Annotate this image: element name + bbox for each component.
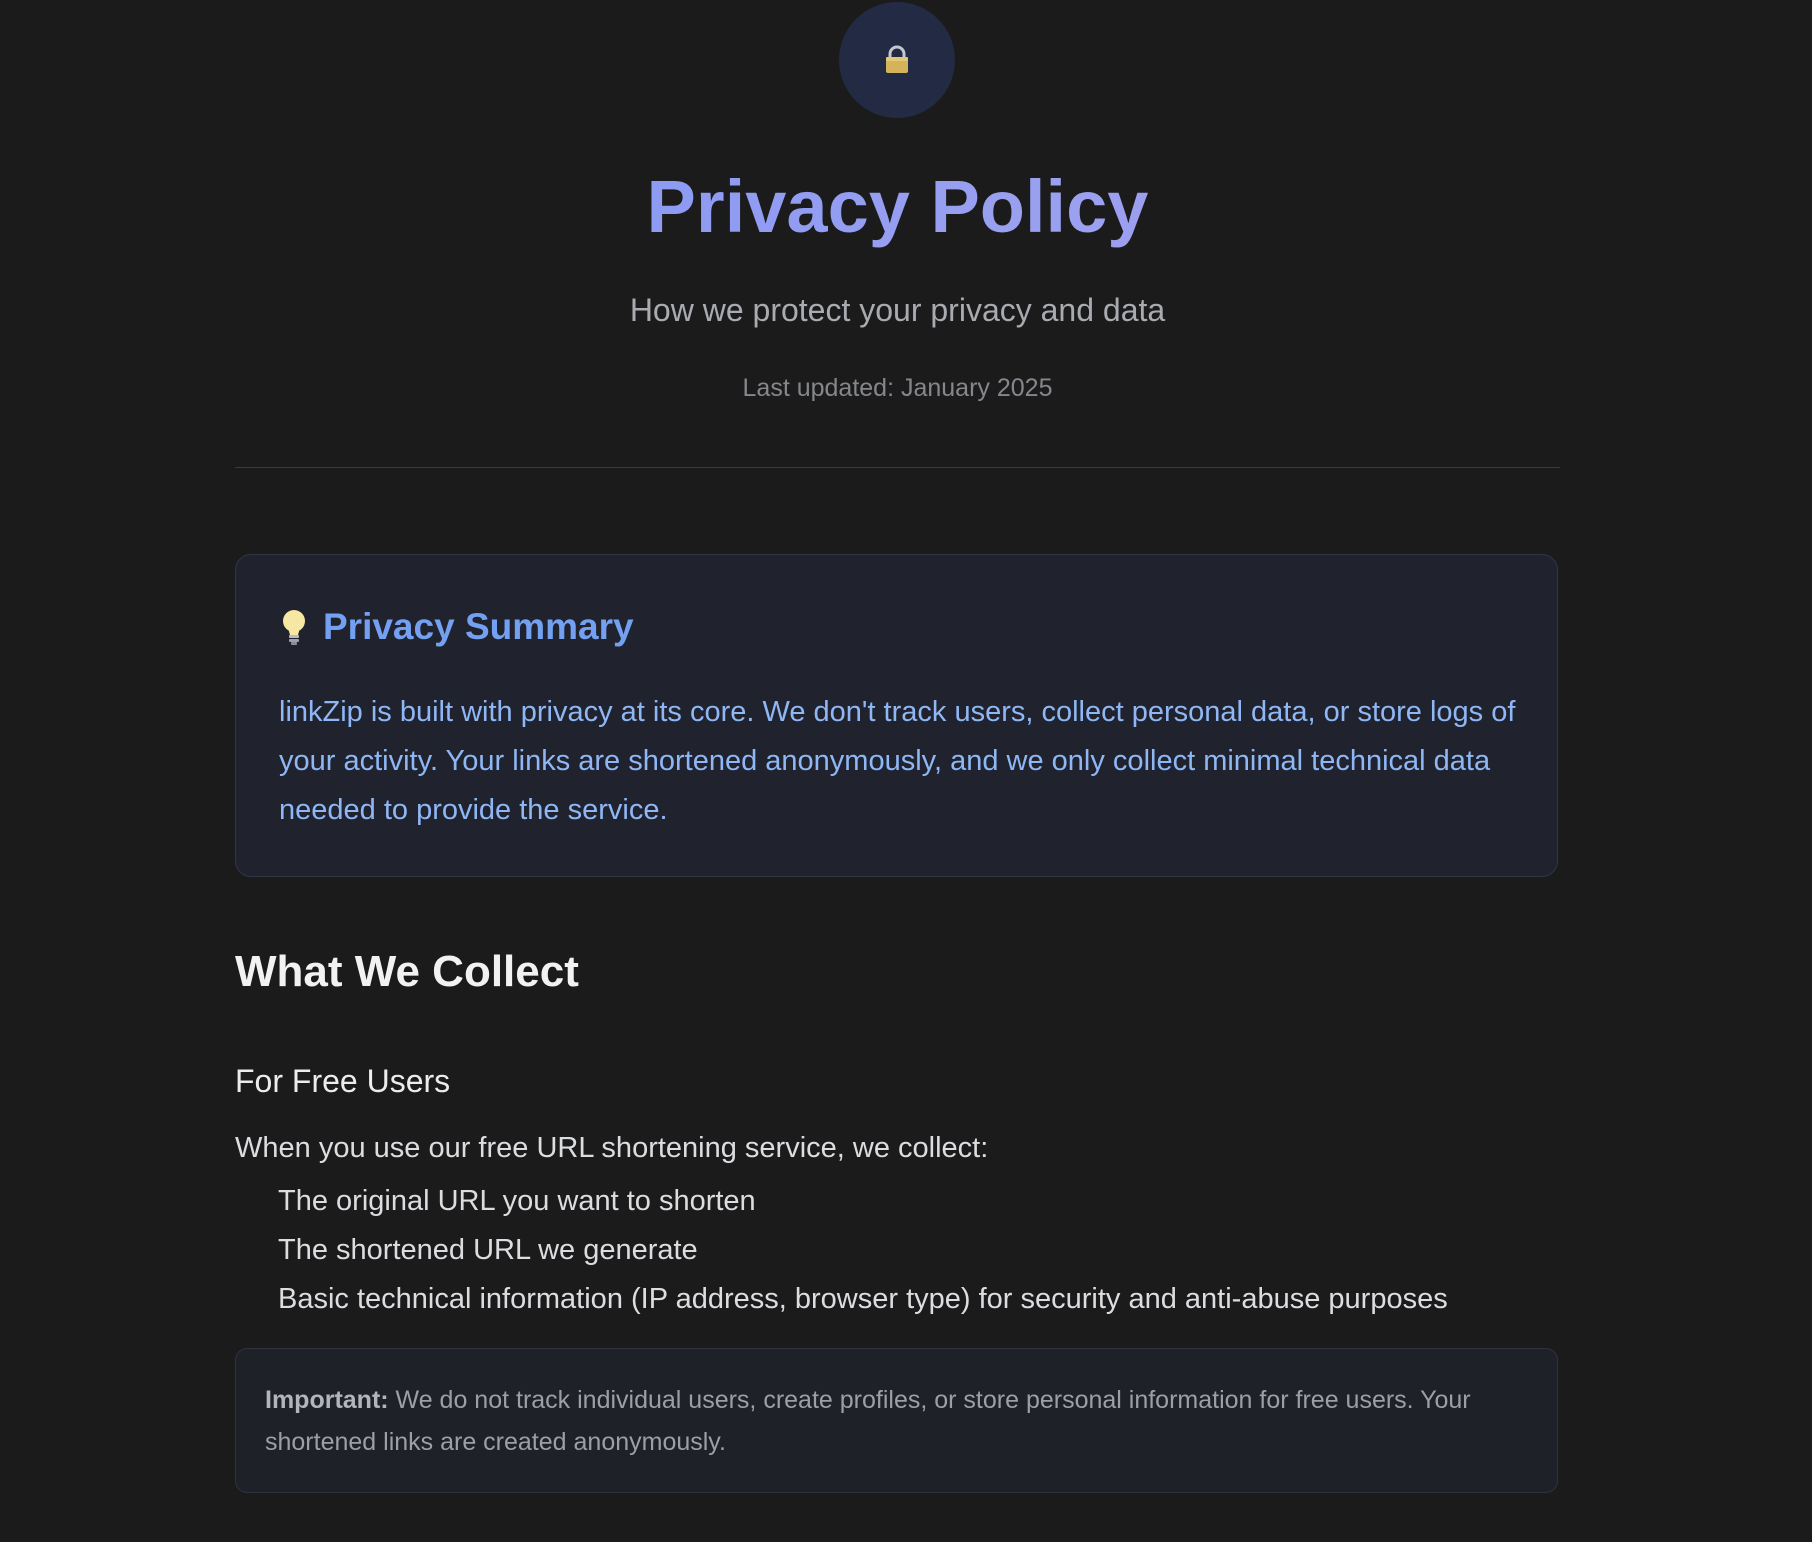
collect-intro: When you use our free URL shortening service, we collect: bbox=[235, 1132, 989, 1164]
lock-badge bbox=[839, 2, 955, 118]
page-subtitle: How we protect your privacy and data bbox=[629, 292, 1166, 328]
summary-heading bbox=[279, 605, 634, 649]
collect-list bbox=[278, 1177, 1448, 1324]
note-text bbox=[265, 1379, 1525, 1463]
privacy-summary-card bbox=[235, 554, 1558, 877]
section-title-what-we-collect: What We Collect bbox=[235, 947, 579, 996]
list-item: Basic technical information (IP address, browser type) for security and anti-abuse purposes bbox=[278, 1283, 1448, 1315]
last-updated: Last updated: January 2025 bbox=[742, 374, 1053, 402]
important-note bbox=[235, 1348, 1558, 1493]
lock-icon bbox=[884, 45, 910, 75]
summary-text: linkZip is built with privacy at its core. We don't track users, collect personal data, or store logs of your activity. Your links are shortened anonymously, and we only collect minimal technical data needed to provide the service. bbox=[279, 696, 1516, 826]
page-title: Privacy Policy bbox=[235, 162, 1560, 252]
note-label: Important: bbox=[265, 1386, 389, 1414]
list-item: The shortened URL we generate bbox=[278, 1234, 698, 1266]
header-divider bbox=[235, 467, 1560, 468]
list-item: The original URL you want to shorten bbox=[278, 1185, 756, 1217]
lightbulb-icon bbox=[279, 608, 309, 646]
subsection-title-free-users: For Free Users bbox=[235, 1063, 451, 1099]
note-body: We do not track individual users, create profiles, or store personal information for free users. Your shortened links are created anonymously. bbox=[265, 1386, 1471, 1456]
summary-title: Privacy Summary bbox=[323, 606, 634, 647]
